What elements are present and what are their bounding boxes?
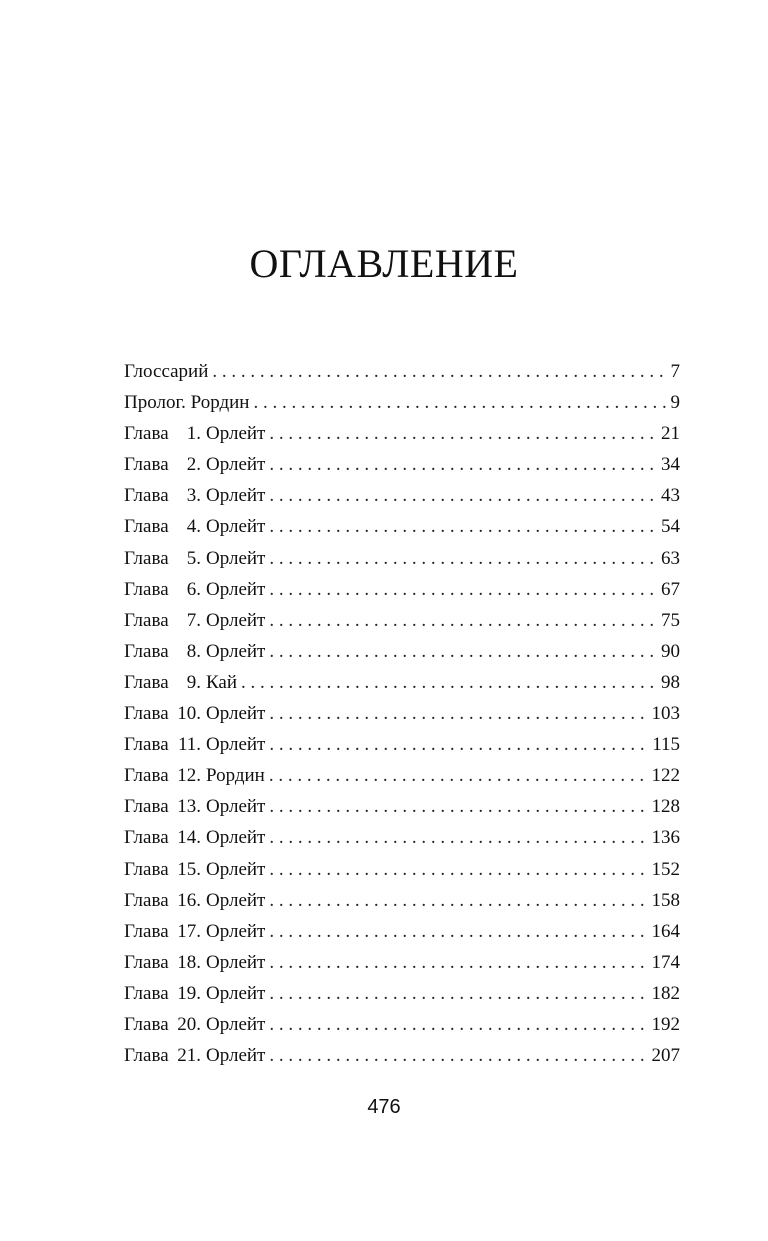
chapter-number: 11. [177, 734, 201, 756]
entry-label [124, 1040, 265, 1071]
dot-leader [269, 791, 647, 822]
chapter-narrator: Орлейт [206, 1013, 266, 1035]
dot-leader [241, 667, 657, 698]
entry-label [124, 1009, 265, 1040]
dot-leader [269, 449, 657, 480]
table-of-contents [124, 356, 680, 1071]
entry-page-number: 43 [661, 485, 680, 507]
toc-entry [124, 574, 680, 605]
toc-entry [124, 916, 680, 947]
entry-title: Пролог. Рордин [124, 392, 250, 414]
entry-label [124, 916, 265, 947]
chapter-narrator: Орлейт [206, 609, 266, 631]
chapter-narrator: Орлейт [206, 454, 266, 476]
entry-label [124, 605, 265, 636]
toc-entry [124, 947, 680, 978]
chapter-narrator: Орлейт [206, 516, 266, 538]
entry-page-number: 174 [651, 951, 680, 973]
chapter-word: Глава [124, 1045, 169, 1067]
dot-leader [269, 760, 648, 791]
toc-entry [124, 698, 680, 729]
dot-leader [253, 387, 666, 418]
chapter-word: Глава [124, 889, 169, 911]
toc-entry [124, 418, 680, 449]
entry-label [124, 791, 265, 822]
chapter-number: 9. [186, 671, 201, 693]
page-title: ОГЛАВЛЕНИЕ [249, 241, 519, 286]
chapter-number: 12. [177, 765, 201, 787]
chapter-number: 16. [177, 889, 201, 911]
entry-label [124, 885, 265, 916]
chapter-narrator: Орлейт [206, 889, 266, 911]
dot-leader [212, 356, 666, 387]
entry-label [124, 543, 265, 574]
entry-label [124, 636, 265, 667]
entry-page-number: 122 [651, 765, 680, 787]
chapter-number: 2. [186, 454, 201, 476]
dot-leader [269, 854, 647, 885]
toc-entry [124, 605, 680, 636]
entry-page-number: 98 [661, 671, 680, 693]
chapter-narrator: Орлейт [206, 547, 266, 569]
chapter-narrator: Орлейт [206, 827, 266, 849]
chapter-narrator: Орлейт [206, 485, 266, 507]
chapter-number: 5. [186, 547, 201, 569]
chapter-number: 21. [177, 1045, 201, 1067]
toc-entry [124, 543, 680, 574]
entry-title: Глоссарий [124, 361, 209, 382]
entry-page-number: 182 [651, 982, 680, 1004]
chapter-number: 20. [177, 1013, 201, 1035]
dot-leader [269, 574, 657, 605]
chapter-number: 14. [177, 827, 201, 849]
chapter-number: 3. [186, 485, 201, 507]
toc-entry [124, 729, 680, 760]
chapter-narrator: Орлейт [206, 423, 266, 445]
entry-label [124, 480, 265, 511]
chapter-number: 7. [186, 609, 201, 631]
dot-leader [269, 418, 657, 449]
dot-leader [269, 1009, 647, 1040]
entry-page-number: 164 [651, 920, 680, 942]
dot-leader [269, 698, 647, 729]
entry-page-number: 63 [661, 547, 680, 569]
entry-label [124, 387, 249, 418]
toc-entry [124, 449, 680, 480]
chapter-narrator: Орлейт [206, 796, 266, 818]
chapter-narrator: Орлейт [206, 951, 266, 973]
entry-page-number: 152 [651, 858, 680, 880]
entry-page-number: 136 [651, 827, 680, 849]
dot-leader [269, 543, 657, 574]
entry-page-number: 158 [651, 889, 680, 911]
entry-page-number: 192 [651, 1013, 680, 1035]
chapter-word: Глава [124, 516, 169, 538]
entry-label [124, 511, 265, 542]
dot-leader [269, 636, 657, 667]
chapter-number: 8. [186, 640, 201, 662]
chapter-word: Глава [124, 1013, 169, 1035]
toc-entry [124, 387, 680, 418]
toc-entry [124, 356, 680, 387]
toc-entry [124, 1040, 680, 1071]
chapter-narrator: Орлейт [206, 858, 266, 880]
page-number: 476 [367, 1096, 401, 1118]
entry-label [124, 854, 265, 885]
entry-page-number: 115 [652, 734, 680, 756]
chapter-word: Глава [124, 454, 169, 476]
chapter-word: Глава [124, 671, 169, 693]
toc-entry [124, 1009, 680, 1040]
toc-entry [124, 822, 680, 853]
chapter-narrator: Орлейт [206, 1045, 266, 1067]
toc-entry [124, 760, 680, 791]
entry-label [124, 418, 265, 449]
dot-leader [269, 480, 657, 511]
entry-page-number: 34 [661, 454, 680, 476]
entry-label [124, 667, 237, 698]
toc-entry [124, 511, 680, 542]
chapter-narrator: Рордин [206, 765, 265, 787]
dot-leader [269, 978, 647, 1009]
dot-leader [269, 822, 647, 853]
chapter-number: 4. [186, 516, 201, 538]
toc-entry [124, 854, 680, 885]
entry-label [124, 574, 265, 605]
entry-label [124, 698, 265, 729]
entry-page-number: 9 [670, 392, 680, 414]
chapter-word: Глава [124, 703, 169, 725]
chapter-narrator: Орлейт [206, 578, 266, 600]
chapter-number: 13. [177, 796, 201, 818]
chapter-number: 18. [177, 951, 201, 973]
chapter-number: 15. [177, 858, 201, 880]
chapter-narrator: Кай [206, 671, 238, 693]
toc-entry [124, 791, 680, 822]
entry-label [124, 822, 265, 853]
chapter-word: Глава [124, 485, 169, 507]
chapter-word: Глава [124, 734, 169, 756]
entry-page-number: 103 [651, 703, 680, 725]
dot-leader [269, 729, 648, 760]
entry-page-number: 128 [651, 796, 680, 818]
toc-entry [124, 480, 680, 511]
toc-entry [124, 978, 680, 1009]
chapter-word: Глава [124, 578, 169, 600]
chapter-word: Глава [124, 951, 169, 973]
entry-label [124, 760, 265, 791]
chapter-word: Глава [124, 920, 169, 942]
entry-page-number: 75 [661, 609, 680, 631]
chapter-number: 1. [186, 423, 201, 445]
chapter-word: Глава [124, 640, 169, 662]
entry-page-number: 21 [661, 423, 680, 445]
entry-page-number: 207 [651, 1045, 680, 1067]
chapter-number: 19. [177, 982, 201, 1004]
entry-label [124, 729, 265, 760]
toc-entry [124, 636, 680, 667]
toc-entry [124, 667, 680, 698]
dot-leader [269, 916, 647, 947]
chapter-word: Глава [124, 765, 169, 787]
entry-label [124, 947, 265, 978]
chapter-narrator: Орлейт [206, 734, 266, 756]
chapter-word: Глава [124, 547, 169, 569]
entry-page-number: 67 [661, 578, 680, 600]
chapter-narrator: Орлейт [206, 920, 266, 942]
dot-leader [269, 605, 657, 636]
entry-page-number: 7 [670, 361, 680, 382]
entry-label [124, 449, 265, 480]
entry-label [124, 978, 265, 1009]
entry-page-number: 54 [661, 516, 680, 538]
entry-label [124, 356, 208, 387]
chapter-narrator: Орлейт [206, 640, 266, 662]
chapter-word: Глава [124, 609, 169, 631]
dot-leader [269, 885, 647, 916]
chapter-word: Глава [124, 982, 169, 1004]
chapter-word: Глава [124, 423, 169, 445]
chapter-narrator: Орлейт [206, 982, 266, 1004]
chapter-narrator: Орлейт [206, 703, 266, 725]
chapter-word: Глава [124, 796, 169, 818]
toc-entry [124, 885, 680, 916]
chapter-number: 10. [177, 703, 201, 725]
dot-leader [269, 511, 657, 542]
chapter-number: 6. [186, 578, 201, 600]
entry-page-number: 90 [661, 640, 680, 662]
dot-leader [269, 947, 647, 978]
chapter-number: 17. [177, 920, 201, 942]
chapter-word: Глава [124, 858, 169, 880]
chapter-word: Глава [124, 827, 169, 849]
dot-leader [269, 1040, 647, 1071]
